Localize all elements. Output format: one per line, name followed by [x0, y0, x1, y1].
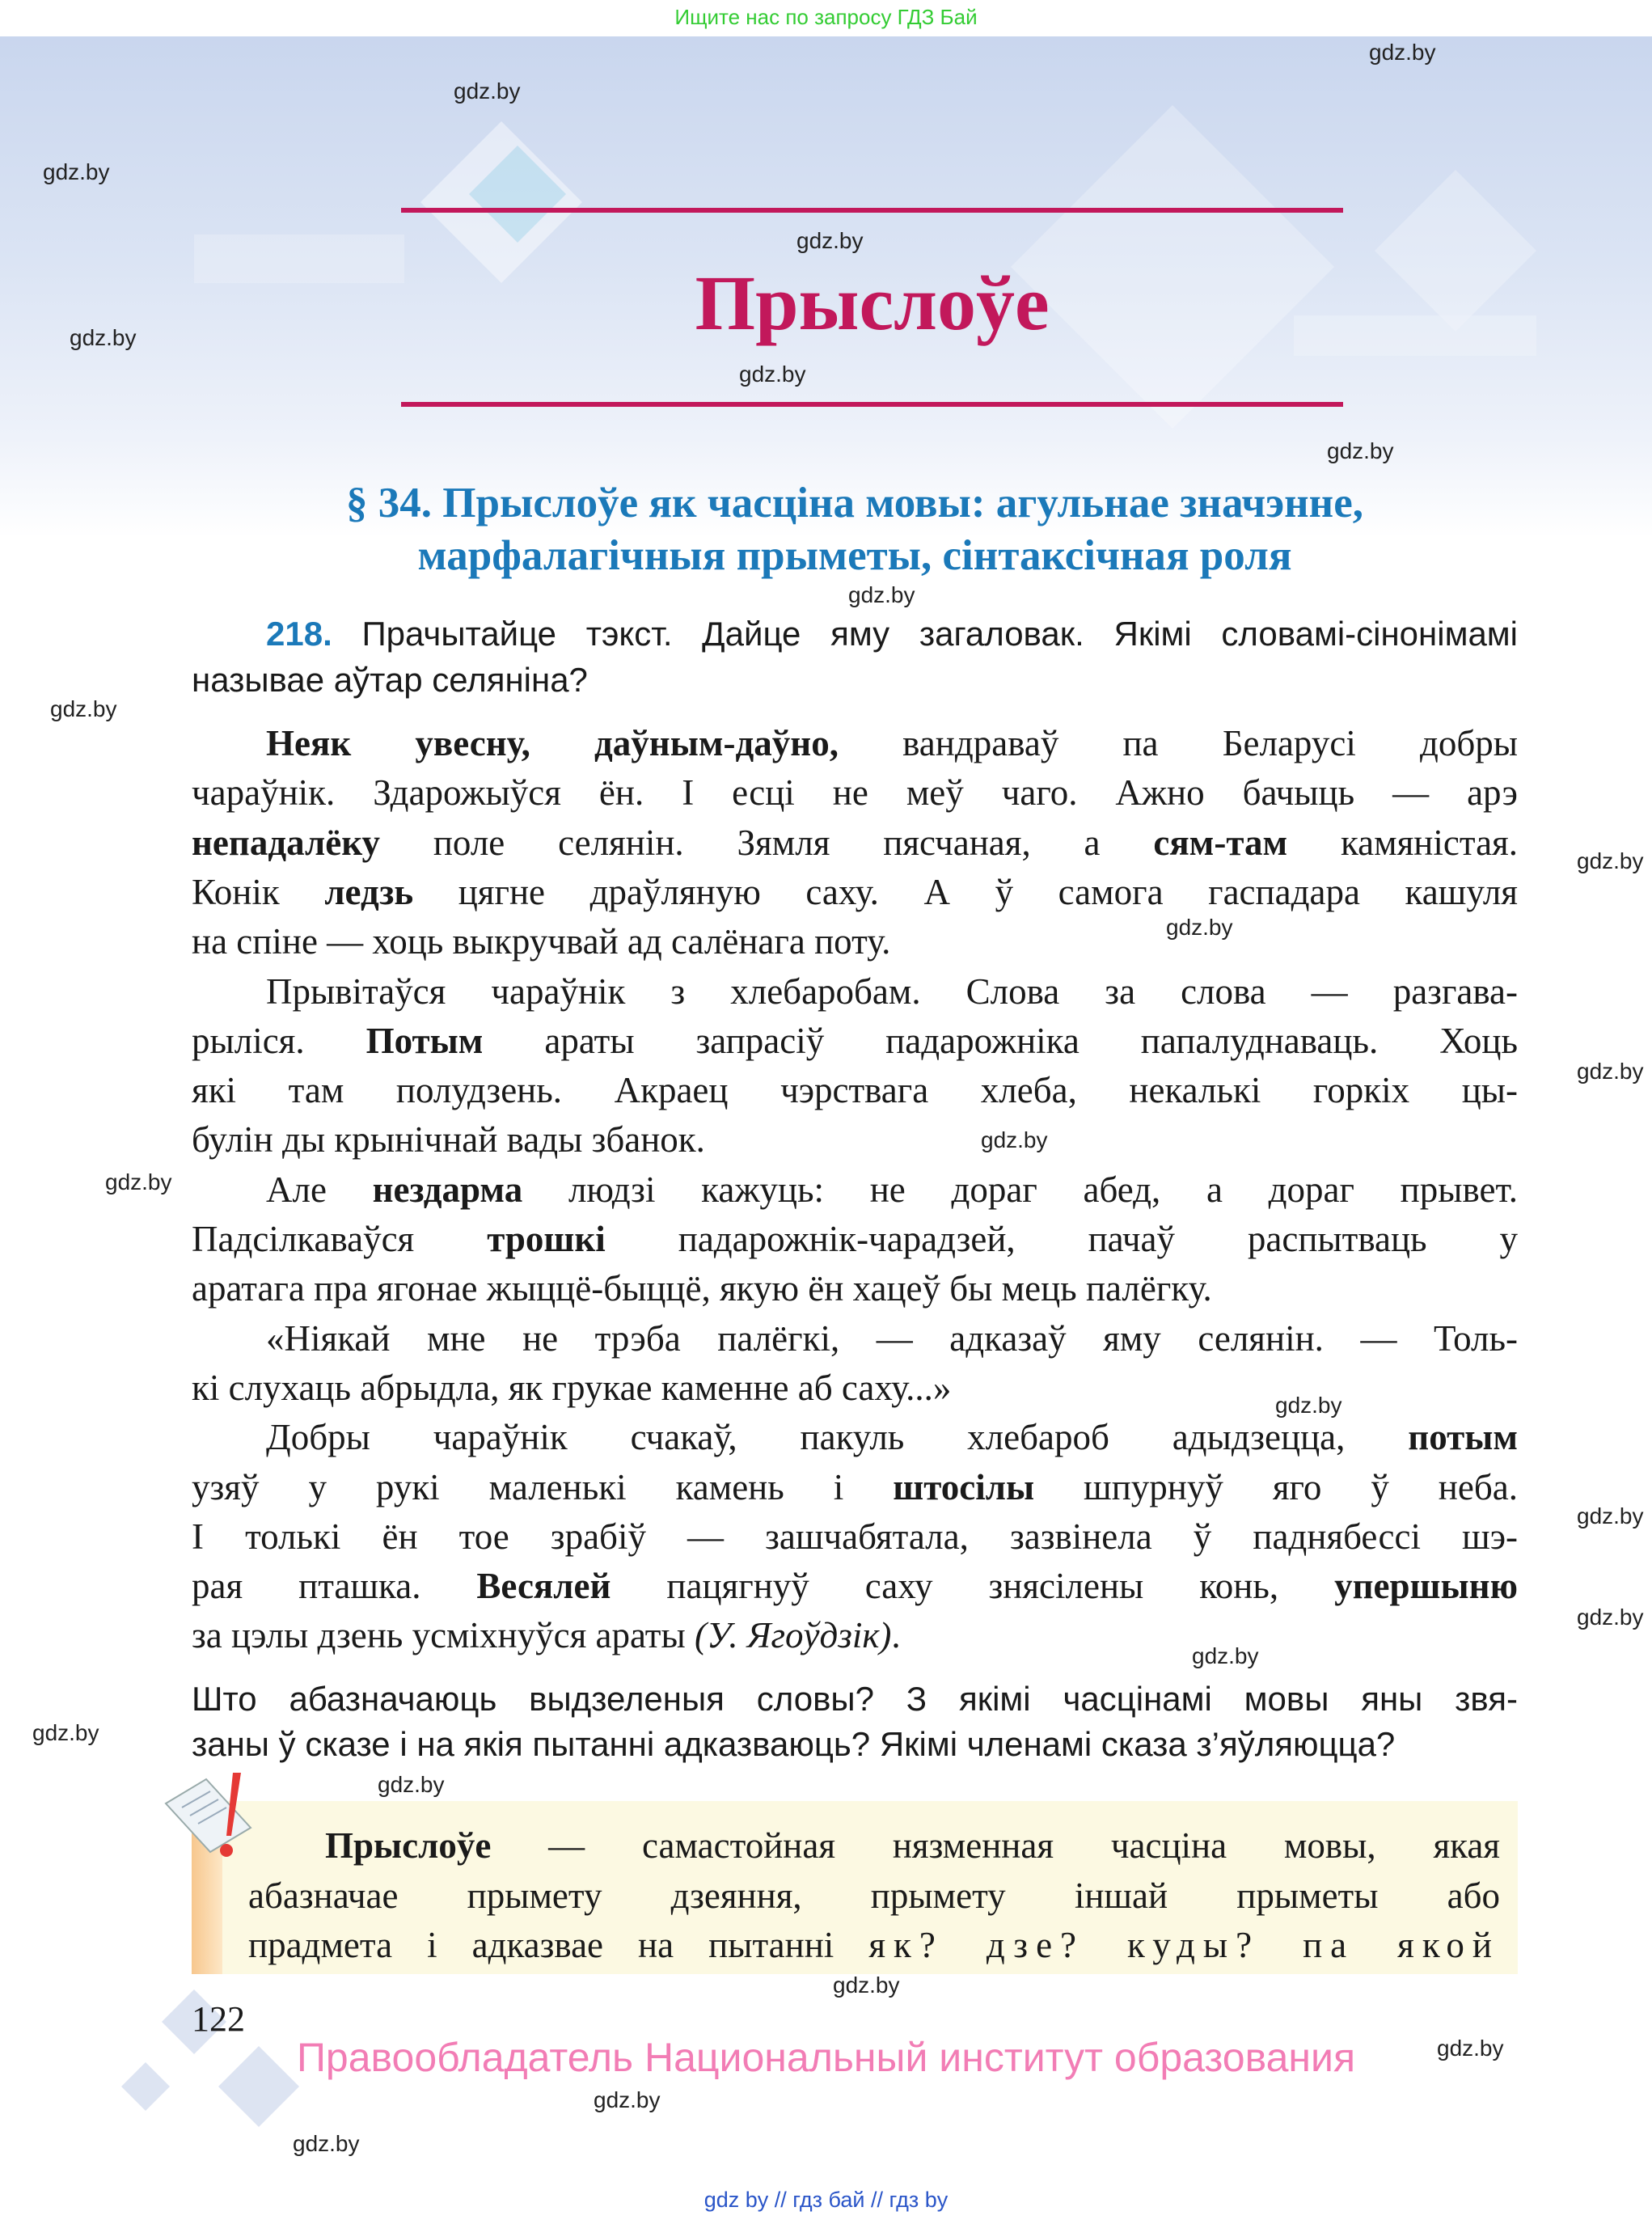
text-segment: (У. Ягоўдзік)	[694, 1615, 892, 1656]
text-segment: «Ніякай мне не трэба палёгкі, — адказаў яму селянін. — Толь-	[266, 1317, 1518, 1359]
highlighted-word: непадалёку	[192, 822, 380, 863]
text-segment: Конік	[192, 871, 325, 912]
watermark: gdz.by	[1437, 2036, 1504, 2061]
story-line	[192, 1168, 1518, 1212]
watermark: gdz.by	[1577, 848, 1644, 873]
story-line	[192, 1068, 1518, 1113]
copyright-notice: Правообладатель Национальный институт образования	[296, 2035, 1356, 2080]
highlighted-word: сям-там	[1153, 822, 1288, 863]
watermark: gdz.by	[1327, 438, 1394, 463]
watermark: gdz.by	[454, 78, 521, 104]
watermark: gdz.by	[293, 2131, 360, 2156]
highlighted-word: потым	[1408, 1417, 1518, 1458]
story-line	[192, 870, 1518, 915]
watermark: gdz.by	[981, 1127, 1048, 1152]
text-segment: Падсілкаваўся	[192, 1219, 488, 1259]
story-line	[192, 920, 1518, 964]
watermark: gdz.by	[1577, 1605, 1644, 1630]
watermark: gdz.by	[1369, 40, 1436, 65]
story-line	[192, 1564, 1518, 1609]
watermark: gdz.by	[848, 582, 915, 607]
watermark: gdz.by	[1577, 1059, 1644, 1084]
story-line	[192, 721, 1518, 766]
text-segment: людзі кажуць: не дораг абед, а дораг прывет.	[522, 1169, 1518, 1210]
story-line	[192, 821, 1518, 865]
watermark: gdz.by	[50, 696, 117, 721]
rule-questions: як? дзе? куды? па якой	[868, 1925, 1500, 1965]
text-segment: поле селянін. Зямля пясчаная, а	[380, 822, 1154, 863]
title-rule-top	[401, 208, 1343, 213]
highlighted-word: Весялей	[476, 1566, 611, 1607]
text-segment: Добры чараўнік счакаў, пакуль хлебароб адыдзецца,	[266, 1417, 1409, 1458]
text-segment: чараўнік. Здарожыўся ён. І есці не меў чаго. Ажно бачыць — арэ	[192, 772, 1518, 814]
text-segment: падарожнік-чарадзей, пачаў распытваць у	[605, 1219, 1518, 1259]
watermark: gdz.by	[594, 2087, 661, 2112]
text-segment: рая пташка.	[192, 1566, 477, 1607]
story-line	[192, 1019, 1518, 1063]
highlighted-word: Потым	[365, 1020, 484, 1061]
text-segment: .	[891, 1615, 901, 1656]
highlighted-word: штосілы	[893, 1466, 1035, 1507]
story-line	[192, 1613, 1518, 1658]
watermark: gdz.by	[105, 1169, 172, 1194]
story-line	[192, 1118, 1518, 1162]
story-line	[192, 1415, 1518, 1460]
rule-text-3: прадмета і адказвае на пытанні	[248, 1925, 869, 1965]
story-line	[192, 1465, 1518, 1510]
question-line-2: заны ў сказе і на якія пытанні адказваюць? Якімі членамі сказа з’яўляюцца?	[192, 1725, 1396, 1763]
story-line	[192, 771, 1518, 815]
text-segment: Прывітаўся чараўнік з хлебаробам. Слова за слова — разгава-	[266, 970, 1518, 1012]
rule-line-2: абазначае прымету дзеяння, прымету іншай прыметы або	[248, 1875, 1500, 1916]
text-segment: шпурнуў яго ў неба.	[1034, 1466, 1518, 1507]
question-line-1: Што абазначаюць выдзеленыя словы? З якімі часцінамі мовы яны звя-	[192, 1680, 1518, 1718]
watermark: gdz.by	[70, 325, 137, 350]
task-text: Прачытайце тэкст. Дайце яму загаловак. Якімі словамі-сінонімамі называе аўтар селяніна?	[192, 615, 1519, 699]
highlighted-word: нездарма	[372, 1169, 523, 1210]
top-banner[interactable]: Ищите нас по запросу ГДЗ Бай	[0, 0, 1652, 36]
story-line	[192, 1317, 1518, 1361]
section-title-line-2: марфалагічныя прыметы, сінтаксічная роля	[417, 532, 1292, 579]
watermark: gdz.by	[43, 159, 110, 184]
text-segment: рыліся.	[192, 1020, 366, 1061]
watermark: gdz.by	[1577, 1503, 1644, 1528]
title-rule-bottom	[401, 402, 1343, 407]
text-segment: за цэлы дзень усміхнуўся араты	[192, 1615, 695, 1656]
text-segment: булін ды крынічнай вады збанок.	[192, 1119, 705, 1161]
text-segment: узяў у рукі маленькі камень і	[192, 1466, 894, 1507]
task-number: 218.	[266, 615, 332, 653]
text-segment: І толькі ён тое зрабіў — зашчабятала, зазвінела ў паднябессі шэ-	[192, 1516, 1518, 1557]
chapter-title: Прыслоўе	[695, 260, 1050, 346]
watermark: gdz.by	[1192, 1643, 1259, 1668]
watermark: gdz.by	[796, 228, 864, 253]
text-segment: кі слухаць абрыдла, як грукае каменне аб саху...»	[192, 1367, 952, 1408]
text-segment: аратага пра ягонае жыццё-быццё, якую ён хацеў бы мець палёгку.	[192, 1268, 1212, 1309]
highlighted-word: Неяк увесну, даўным-даўно,	[266, 723, 839, 763]
footer-links[interactable]: gdz by // гдз бай // гдз by	[703, 2188, 949, 2212]
highlighted-word: упершыню	[1334, 1566, 1518, 1607]
watermark: gdz.by	[1275, 1393, 1342, 1418]
highlighted-word: ледзь	[324, 871, 414, 912]
watermark: gdz.by	[32, 1720, 99, 1745]
rule-line-3	[248, 1923, 1500, 1968]
story-line	[192, 1266, 1518, 1311]
section-title-line-1: § 34. Прыслоўе як часціна мовы: агульнае значэнне,	[346, 480, 1363, 526]
text-segment: араты запрасіў падарожніка папалуднаваць. Хоць	[483, 1020, 1518, 1061]
page-number: 122	[192, 1999, 245, 2039]
rule-text-1: — самастойная нязменная часціна мовы, якая	[491, 1825, 1500, 1866]
story-line	[192, 1515, 1518, 1559]
text-segment: вандраваў па Беларусі добры	[838, 723, 1518, 763]
watermark: gdz.by	[739, 362, 806, 387]
watermark: gdz.by	[833, 1972, 900, 1998]
story-line	[192, 970, 1518, 1014]
text-segment: на спіне — хоць выкручвай ад салёнага поту.	[192, 921, 891, 962]
task-218	[192, 611, 1518, 703]
text-segment: які там полудзень. Акраец чэрствага хлеба, некалькі горкіх цы-	[192, 1070, 1518, 1111]
watermark: gdz.by	[378, 1772, 445, 1797]
text-segment: пацягнуў саху знясілены конь,	[611, 1566, 1335, 1607]
text-segment: Але	[266, 1169, 373, 1210]
text-segment: цягне драўляную саху. А ў самога гаспадара кашуля	[413, 871, 1518, 912]
text-segment: камяністая.	[1287, 822, 1518, 863]
highlighted-word: трошкі	[487, 1219, 606, 1259]
story-line	[192, 1217, 1518, 1262]
rule-line-1	[248, 1824, 1500, 1868]
rule-term: Прыслоўе	[325, 1825, 492, 1866]
watermark: gdz.by	[1166, 915, 1233, 940]
